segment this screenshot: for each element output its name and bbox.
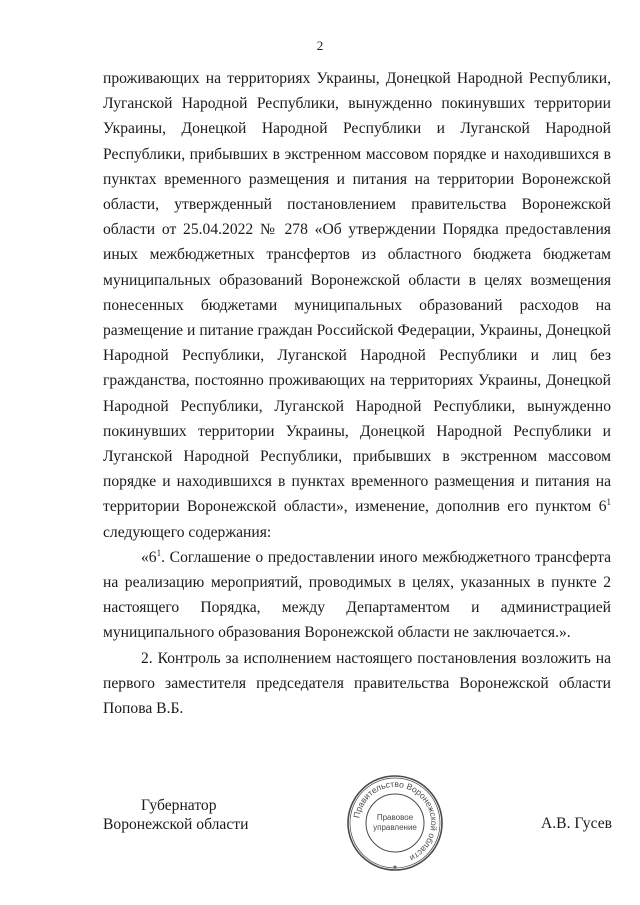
- paragraph-continuation-tail: следующего содержания:: [103, 523, 272, 541]
- stamp-center-line1: Правовое: [376, 813, 414, 822]
- quoted-clause: [103, 545, 611, 646]
- signature-title-line2: Воронежской области: [103, 816, 249, 833]
- item-superscript: 1: [606, 497, 611, 508]
- quoted-clause-text: . Соглашение о предоставлении иного межбюджетного трансферта на реализацию мероприятий, проводимых в целях, указанных в пункте 2 настоящего Порядка, между Департаментом и администрацией муниципального образования Воронежской области не заключается.».: [103, 548, 611, 642]
- paragraph-continuation: [103, 66, 611, 545]
- official-stamp: [345, 773, 445, 873]
- paragraph-continuation-text: проживающих на территориях Украины, Донецкой Народной Республики, Луганской Народной Республики, вынужденно покинувших территории Украины, Донецкой Народной Республики и Луганской Народной Республики, прибывших в экстренном массовом порядке и находившихся в пунктах временного размещения и питания на территории Воронежской области, утвержденный постановлением правительства Воронежской области от 25.04.2022 № 278 «Об утверждении Порядка предоставления иных межбюджетных трансфертов из областного бюджета бюджетам муниципальных образований Воронежской области в целях возмещения понесенных бюджетами муниципальных образований расходов на размещение и питание граждан Российской Федерации, Украины, Донецкой Народной Республики, Луганской Народной Республики и лиц без гражданства, постоянно проживающих на территориях Украины, Донецкой Народной Республики, Луганской Народной Республики, вынужденно покинувших территории Украины, Донецкой Народной Республики и Луганской Народной Республики, прибывших в экстренном массовом порядке и находившихся в пунктах временного размещения и питания на территории Воронежской области», изменение, дополнив его пунктом 6: [103, 70, 611, 516]
- paragraph-2: 2. Контроль за исполнением настоящего постановления возложить на первого заместителя председателя правительства Воронежской области Попова В.Б.: [103, 649, 611, 718]
- stamp-ring-text: Правительство Воронежской области: [351, 778, 440, 864]
- quoted-clause-superscript: 1: [156, 547, 162, 558]
- star-icon: ★: [392, 864, 398, 871]
- signature-title-line1: Губернатор: [141, 797, 217, 814]
- signature-title: [103, 796, 248, 834]
- signer-name: А.В. Гусев: [541, 815, 612, 832]
- page-number: 2: [316, 38, 324, 53]
- stamp-center-line2: управление: [373, 823, 417, 832]
- quoted-clause-open: «6: [141, 548, 157, 566]
- document-body: [103, 66, 611, 721]
